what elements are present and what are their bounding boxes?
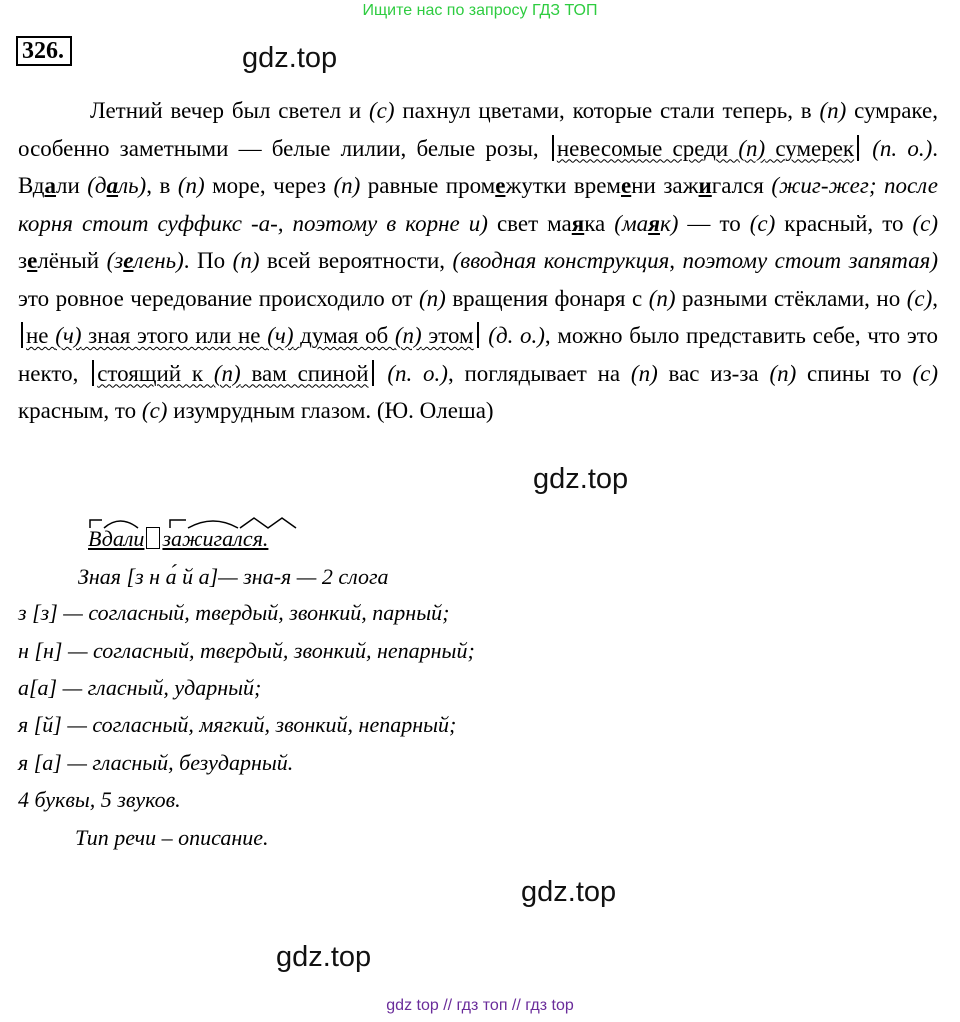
- participial-phrase: стоящий к (п) вам спиной: [97, 360, 369, 386]
- phonetic-line: з [з] — согласный, твердый, звонкий, парный;: [18, 600, 450, 625]
- clause-boundary: [372, 360, 374, 386]
- clause-boundary: [552, 135, 554, 161]
- phonetic-line: а[а] — гласный, ударный;: [18, 675, 262, 700]
- participial-phrase: невесомые среди (п) сумерек: [556, 135, 855, 161]
- top-banner: Ищите нас по запросу ГДЗ ТОП: [362, 2, 598, 19]
- watermark: gdz.top: [521, 876, 617, 908]
- watermark: gdz.top: [533, 463, 629, 495]
- phonetic-summary: 4 буквы, 5 звуков.: [18, 787, 181, 812]
- phonetic-head: Зная [з н а́ й а]— зна-я — 2 слога: [78, 564, 389, 589]
- watermark: gdz.top: [276, 941, 372, 973]
- watermark: gdz.top: [242, 42, 338, 74]
- speech-type: Тип речи – описание.: [75, 825, 269, 850]
- phonetic-line: н [н] — согласный, твердый, звонкий, непарный;: [18, 638, 475, 663]
- phonetic-line: я [й] — согласный, мягкий, звонкий, непарный;: [18, 712, 457, 737]
- clause-boundary: [857, 135, 859, 161]
- phonetic-line: я [а] — гласный, безударный.: [18, 750, 294, 775]
- clause-boundary: [477, 322, 479, 348]
- adverbial-phrase: не (ч) зная этого или не (ч) думая об (п) этом: [26, 323, 474, 348]
- footer: gdz top // гдз топ // гдз top: [386, 997, 574, 1014]
- exercise-number: 326.: [16, 36, 72, 66]
- morph-word: зажигался.: [162, 526, 269, 551]
- morphemic-analysis: [88, 526, 268, 552]
- morph-word: Вдали: [88, 526, 145, 551]
- exercise-text: Летний вечер был светел и (с) пахнул цветами, которые стали теперь, в (п) сумраке, особенно заметными — белые лилии, белые розы, невесомые среди (п) сумерек (п. о.). Вдали (даль), в (п) море, через (п) равные промежутки времени зажигался (жиг-жег; после корня стоит суффикс -а-, поэтому в корне и) свет маяка (маяк) — то (с) красный, то (с) зелёный (зелень). По (п) всей вероятности, (вводная конструкция, поэтому стоит запятая) это ровное чередование происходило от (п) вращения фонаря с (п) разными стёклами, но (с), не (ч) зная этого или не (ч) думая об (п) этом (д. о.), можно было представить себе, что это некто, стоящий к (п) вам спиной (п. о.), поглядывает на (п) вас из-за (п) спины то (с) красным, то (с) изумрудным глазом. (Ю. Олеша): [18, 98, 939, 423]
- clause-boundary: [92, 360, 94, 386]
- clause-boundary: [21, 322, 23, 348]
